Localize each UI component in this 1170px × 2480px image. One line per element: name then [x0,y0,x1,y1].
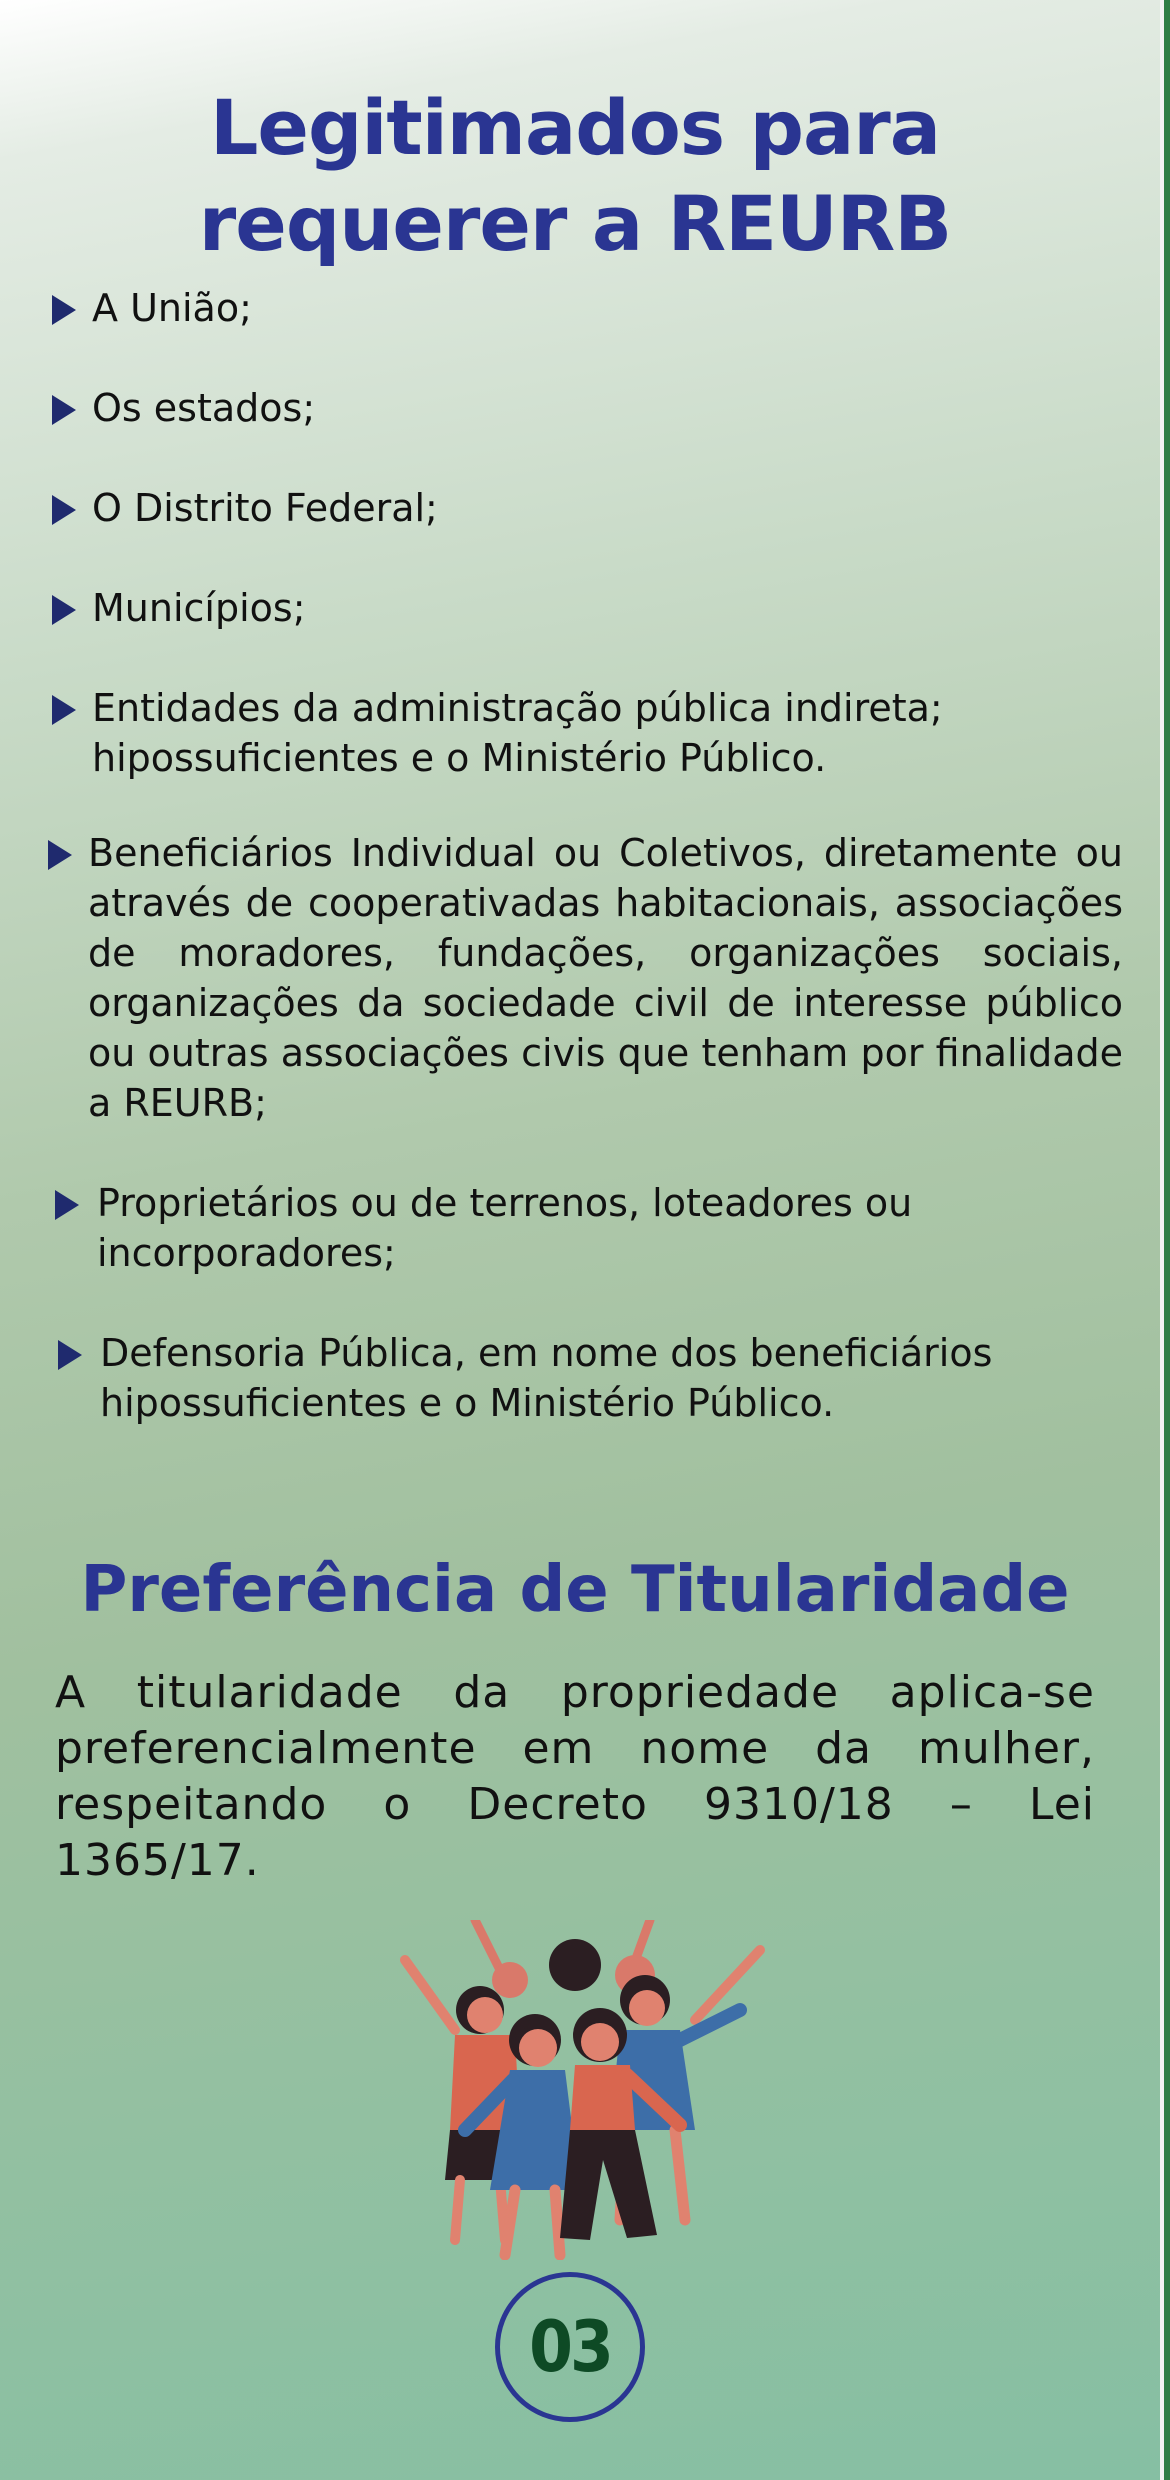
list-item [52,483,1122,533]
triangle-bullet-icon [52,695,76,725]
list-item-text: Defensoria Pública, em nome dos beneficiários hipossuficientes e o Ministério Público. [100,1331,993,1425]
list-item [52,583,1122,633]
list-item [52,283,1122,333]
list-item-text: Proprietários ou de terrenos, loteadores ou incorporadores; [97,1181,913,1275]
page-edge [1160,0,1170,2480]
triangle-bullet-icon [52,595,76,625]
page-number-badge: 03 [495,2272,645,2422]
triangle-bullet-icon [58,1340,82,1370]
triangle-bullet-icon [48,840,72,870]
list-item-text: O Distrito Federal; [92,486,438,530]
list-item-text: Municípios; [92,586,306,630]
list-item [58,1328,1058,1428]
list-item [55,1178,1035,1278]
list-item [52,383,1122,433]
group-of-women-illustration [395,1920,765,2260]
list-item-text: A União; [92,286,252,330]
triangle-bullet-icon [55,1190,79,1220]
list-item [48,828,1123,1128]
section-heading: Preferência de Titularidade [80,1553,1070,1627]
page-title: Legitimados para requerer a REURB [198,83,952,268]
list-item-text: Beneficiários Individual ou Coletivos, diretamente ou através de cooperativadas habitacionais, associações de moradores, fundações, organizações sociais, organizações da sociedade civil de interesse público ou outras associações civis que tenham por finalidade a REURB; [88,831,1123,1125]
triangle-bullet-icon [52,395,76,425]
section-paragraph: A titularidade da propriedade aplica-se preferencialmente em nome da mulher, respeitando o Decreto 9310/18 – Lei 1365/17. [55,1667,1095,1886]
triangle-bullet-icon [52,495,76,525]
list-item [52,683,1002,783]
list-item-text: Os estados; [92,386,316,430]
list-item-text: Entidades da administração pública indireta; hipossuficientes e o Ministério Público. [92,686,943,780]
triangle-bullet-icon [52,295,76,325]
